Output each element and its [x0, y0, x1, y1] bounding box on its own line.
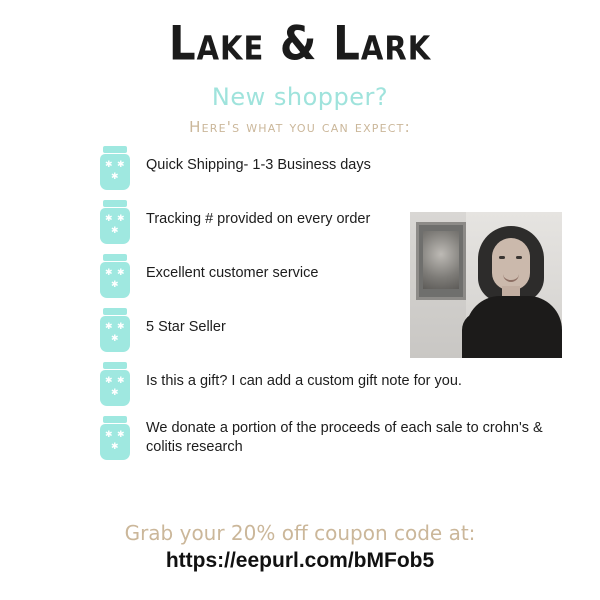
- list-item-label: Quick Shipping- 1-3 Business days: [146, 157, 371, 173]
- coupon-url-link[interactable]: https://eepurl.com/bMFob5: [165, 549, 435, 572]
- list-item-label: We donate a portion of the proceeds of each sale to crohn's & colitis research: [146, 420, 543, 455]
- mason-jar-icon: ✱ ✱ ✱: [100, 308, 130, 352]
- list-item: [100, 416, 570, 460]
- list-item-label: Excellent customer service: [146, 265, 319, 281]
- page-title: Lake & Lark: [168, 16, 432, 71]
- mason-jar-icon: ✱ ✱ ✱: [100, 416, 130, 460]
- seller-portrait-photo: [410, 212, 562, 358]
- tagline: Here's what you can expect:: [189, 118, 411, 136]
- list-item: [100, 362, 570, 406]
- subtitle: New shopper?: [211, 83, 389, 111]
- list-item: [100, 146, 570, 190]
- mason-jar-icon: ✱ ✱ ✱: [100, 362, 130, 406]
- list-item-label: Is this a gift? I can add a custom gift note for you.: [146, 373, 462, 389]
- mason-jar-icon: ✱ ✱ ✱: [100, 146, 130, 190]
- mason-jar-icon: ✱ ✱ ✱: [100, 254, 130, 298]
- list-item-label: 5 Star Seller: [146, 319, 226, 335]
- list-item-label: Tracking # provided on every order: [146, 211, 371, 227]
- mason-jar-icon: ✱ ✱ ✱: [100, 200, 130, 244]
- coupon-label: Grab your 20% off coupon code at:: [124, 521, 476, 545]
